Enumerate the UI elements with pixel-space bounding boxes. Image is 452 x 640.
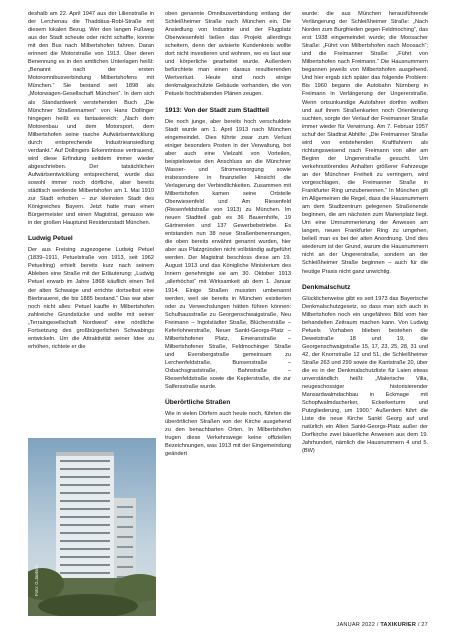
article-column-1: [28, 10, 154, 351]
article-column-3: [302, 10, 428, 455]
paragraph: wurde: die aus München herausführende Verlängerung der Schleißheimer Straße: „Nach Norden zum Burgfrieden gegen Feldmoching“, das erst 1938 eingemeindet wurde; die Moosacher Straße: „Führt von Milbertshofen nach Moosach“; und die Freimanner Straße: „Führt von Milbertshofen nach Freimann.“ Die Hausnummern begannen jeweils von Milbertshofen ausgehend. Und hier ergab sich später das folgende Problem: Bis 1960 begann die Autobahn Nürnberg in Freimann in Verlängerung der Ungererstraße. Wenn ortsunkundige Autofahrer dorthin wollten und auf ihrem Straßenkarten noch Orientierung suchten, sorgte der Verlauf der Freimanner Straße immer wieder für Verwirrung. Am 7. Februar 1957 schuf der Stadtrat Abhilfe: „Die Freimanner Straße wird von entstehenden Kraftfahrern als richtungsweisend nach Freimann von aller am Beginn der Ungererstraße gesucht. Um verkehrsstörendes Anhalten größerer Fahrzeuge an der Münchner Freiheit zu verringern, wird vorgeschlagen, die Freimanner Straße in Frankfurter Ring umzubenennen.“ In München gilt im Allgemeinen die Regel, dass die Hausnummern am dem Stadtzentrum gelegenen Straßenende beginnen, die am nächsten zum Marienplatz liegt. Um eine Umnummerierung der Anwesen am langen, neuen Frankfurter Ring zu umgehen, beließ man es bei der alten Anordnung. Und dies wiederum ist der Grund, warum die Hausnummern nicht an der Ungererstraße, sondern an der Schleißheimer Straße beginnen – auch für die heutige Praxis nicht ganz unwichtig.: [302, 11, 428, 275]
paragraph: Wie in vielen Dörfern auch heute noch, führten die überörtlichen Straßen von der Kirche ausgehend zu den benachbarten Orten. In Milbertshofen trugen diese Verkehrswege keine offiziellen Bezeichnungen, was 1913 mit der Eingemeindung geändert: [165, 411, 291, 458]
paragraph: oben genannte Omnibusverbindung entlang der Schleißheimer Straße nach München ein. Die Ansiedlung von Industrie und der Flugplatz Oberwiesenfeld ließen das Projekt allerdings scheitern, denn der avisierte Kundenkreis wollte dort nicht investieren und wohnen, wo es laut war und körperliche gearbeitet wurde. Außerdem befürchtete man einen daraus resultierenden Wertverlust. Heute sind noch einige denkmalgeschützte Gebäude vorhanden, die von Petuels hochtrabenden Plänen zeugen.: [165, 11, 291, 98]
paragraph: Die noch junge, aber bereits hoch verschuldete Stadt wurde am 1. April 1913 nach München eingemeindet. Dies führte zwar zum Verlust einiger besonders Posten in der Verwaltung, bot aber auch eine Vielzahl von Vorteilen, beispielsweise den Anschluss an die Münchner Wasser- und Stromversorgung sowie insbesondere in finanzieller Hinsicht die Verlagerung der Verbindlichkeiten. Zusammen mit Milbertshofen kamen seine Ortsteile Oberwiesenfeld und Am Riesenfeld (Riesenfeldstraße von 1913) zu München. Im neuen Stadtteil gab es 36 Bauernhöfe, 19 Gärtnereien und 137 Gewerbebetriebe. Es entstanden nun 38 neue Straßenbenennungen, die oben bereits erwähnt genannt wurden, hier aber aus Platzgründen nicht vollständig aufgeführt werden. Der Magistrat beschloss diese am 19. August 1913 und das Königliche Ministerium des Innern genehmigte sie am 30. Oktober 1913 „allerhöchst“ mit Wirksamkeit ab dem 1. Januar 1914. Einige Straßen mussten umbenannt werden, weil sie bereits in München existierten oder zu Verwechslungen hätten führen können: Schulhausstraße zu Georgenschwaigstraße, Neu Freimann – Ingolstädter Straße, Blüchersträße – Keferlohnerstraße, Neuer Sankt-Georgs-Platz – Milbertshofener Platz, Emeranstraße – Milbertshofener Straße, Feldmochinger Straße und Eversbergstraße gemeinsam zu Lerchenfeldstraße, Bunsenstraße – Oxbachsgraststraße, Bahnstraße – Riesenfeldstraße sowie die Keplerstraße, die zur Salfersstraße wurde.: [165, 118, 291, 391]
issue-date: JANUAR 2022 /: [336, 622, 379, 628]
magazine-name: TAXIKURIER: [380, 622, 417, 628]
paragraph: Der aus Freising zugezogene Ludwig Petuel (1839–1911, Petuelstraße von 1913, seit 1962 Petuelring) erhielt bereits kurz nach seinem Ableben eine Straße mit der Erläuterung: „Ludwig Petuel erwarb im Jahre 1868 käuflich einen Teil der alten Schwaige und errichte dortselbst eine Bierbrauerei, die bis 1885 bestand.“ Das war aber noch nicht alles: Petuel kaufte in Milbertshofen zahlreiche Grundstücke und wollte mit seiner „Terraingesellschaft Nordwest“ eine nördliche Fortsetzung des großbürgerlichen Schwabings entwickeln. Um die Attraktivität seiner Idee zu erhöhen, richtete er die: [28, 247, 154, 350]
article-column-2: [165, 10, 291, 458]
paragraph: Glücklicherweise gibt es seit 1973 das Bayerische Denkmalschutzgesetz, so dass man sich auch in Milbertshofen noch ein ungefähres Bild vom hier behandelten Zeitraum machen kann. Von Ludwig Petuels Vorhaben blieben bestehen die Dewetstraße 18 und 19, die Georgenschwaigstraße 15, 17, 23, 25, 28, 31 und 42, der Knorrstraße 12 und 51, die Schleißheimer Straße 263 und 299 sowie die Kantstraße 20, über die es in der Denkmalschutzliste für Laien etwas unverständlich heißt: „Malerische Villa, neugeschossiger historisierender Mansardwalmdachbau in Eckmage mit Schopfwalmdacherker, Eckerkerturm und Putzgliederung, um 1900.“ Außerdem führt die Liste die neue Kirche Sankt Georg auf und natürlich ein Alten Sankt-Georgs-Platz außer der Dorfkirche zwei bäuerliche Anwesen aus dem 19. Jahrhundert, nämlich die Hausnummern 4 und 5. (BW): [302, 295, 428, 455]
building-illustration: [28, 438, 156, 616]
paragraph: deshalb am 22. April 1947 aus der Lilienstraße in der Lerchenau die Thaddäus-Robl-Straße mit diesem lokalen Bezug. Wer den langen Fußweg aus der Stadt scheute oder nicht schaffte, konnte mit den Bus nach Milbertshofen fahren. Daran erinnert die Motorstraße von 1913. Über deren Benennung es in den amtlichen Unterlagen heißt: „Benannt nach der ersten Motoromnibusverbindung Milbertshofens mit München.“ Sie bestand seit 1898 als „Motorwagen-Gesellschaft München“. In dem sich als Standardwerk verstehenden Buch „Die Münchner Straßennamen“ von Hans Dollinger hingegen heißt es fantasiereich: „Nach dem Motorenbau und dem Motorsport, dem Milbertshofen seine rasche Aufwärtsentwicklung durch entsprechende Industrieansiedlung verdankt.“ Auf Dollingers Erkenntnisse vertrauend, wird diese Erfindung seitdem immer wieder abgeschrieben. Der tatsächlichen Aufwärtsentwicklung entsprechend, wurde das sowohl immer noch dörfliche, aber bereits städtisch werdende Milbertshofen am 1. Mai 1910 zur Stadt erhoben – zur kleinsten Stadt des Königreiches Bayern. Jetzt hatte man einen Bürgermeister und einen Magistrat, genauso wie in der großen Hauptund Residenzstadt München.: [28, 11, 154, 227]
photo-credit: Foto: G.Jantsch: [34, 565, 39, 596]
page-footer: [336, 622, 428, 628]
section-heading: Denkmalschutz: [302, 283, 351, 291]
section-heading: Ludwig Petuel: [28, 235, 73, 243]
high-rise-building-photo: [28, 438, 156, 616]
page-number: / 27: [417, 622, 428, 628]
section-heading: Überörtliche Straßen: [165, 399, 231, 407]
section-heading: 1913: Von der Stadt zum Stadtteil: [165, 106, 269, 114]
